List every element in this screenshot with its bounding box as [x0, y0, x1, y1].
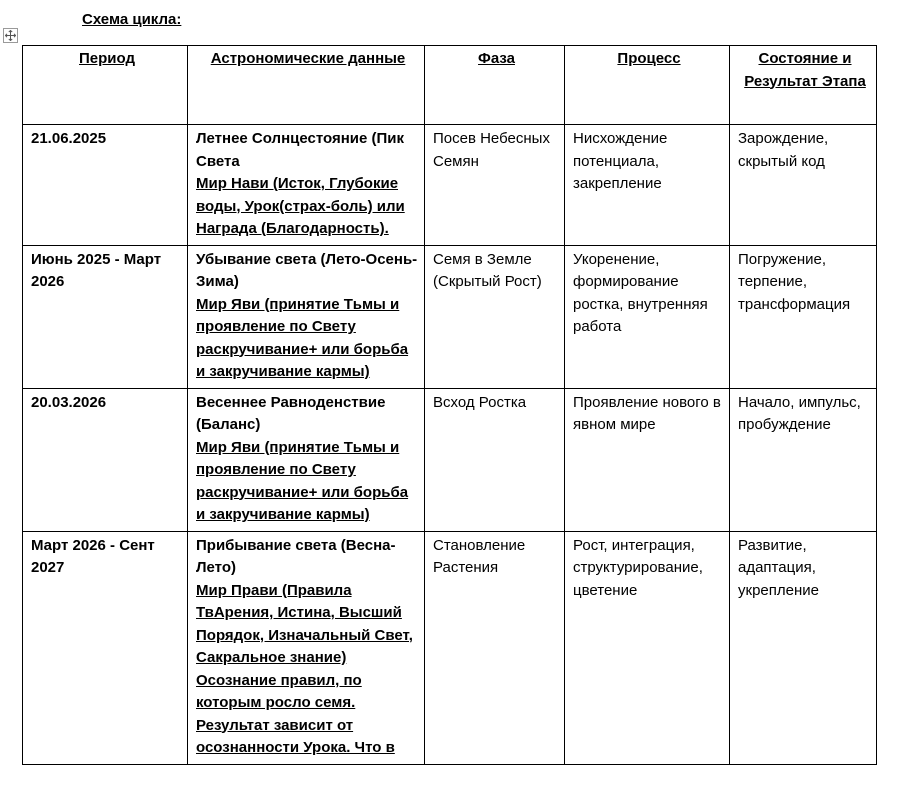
- astro-world: Мир Прави (Правила ТвАрения, Истина, Высший Порядок, Изначальный Свет, Сакральное знание) Осознание правил, по которым росло семя. Результат зависит от осознанности Урока. Что в: [196, 581, 413, 756]
- cell-period[interactable]: Июнь 2025 - Март 2026: [23, 245, 188, 388]
- cell-astronomy[interactable]: [188, 245, 425, 388]
- table-row: [23, 125, 877, 246]
- cell-astronomy[interactable]: [188, 531, 425, 764]
- astro-world: Мир Яви (принятие Тьмы и проявление по Свету раскручивание+ или борьба и закручивание кармы): [196, 438, 409, 523]
- cycle-table: [22, 45, 877, 765]
- table-row: [23, 245, 877, 388]
- table-row: [23, 531, 877, 764]
- cell-phase[interactable]: Семя в Земле (Скрытый Рост): [425, 245, 565, 388]
- cell-state[interactable]: Погружение, терпение, трансформация: [730, 245, 877, 388]
- cell-process[interactable]: Рост, интеграция, структурирование, цветение: [565, 531, 730, 764]
- astro-world: Мир Яви (принятие Тьмы и проявление по Свету раскручивание+ или борьба и закручивание кармы): [196, 295, 409, 380]
- cell-phase[interactable]: Становление Растения: [425, 531, 565, 764]
- cell-state[interactable]: Зарождение, скрытый код: [730, 125, 877, 246]
- cell-process[interactable]: Проявление нового в явном мире: [565, 388, 730, 531]
- table-header-row: [23, 46, 877, 125]
- move-icon: [5, 30, 16, 41]
- header-period: Период: [23, 46, 188, 125]
- astro-title: Весеннее Равноденствие (Баланс): [196, 393, 386, 433]
- cell-period[interactable]: Март 2026 - Сент 2027: [23, 531, 188, 764]
- cell-astronomy[interactable]: [188, 125, 425, 246]
- header-process: Процесс: [565, 46, 730, 125]
- cell-astronomy[interactable]: [188, 388, 425, 531]
- cell-state[interactable]: Развитие, адаптация, укрепление: [730, 531, 877, 764]
- header-phase: Фаза: [425, 46, 565, 125]
- cell-state[interactable]: Начало, импульс, пробуждение: [730, 388, 877, 531]
- cell-phase[interactable]: Посев Небесных Семян: [425, 125, 565, 246]
- astro-title: Летнее Солнцестояние (Пик Света: [196, 130, 405, 170]
- cell-phase[interactable]: Всход Ростка: [425, 388, 565, 531]
- header-astronomy: Астрономические данные: [188, 46, 425, 125]
- header-state: Состояние и Результат Этапа: [730, 46, 877, 125]
- astro-title: Прибывание света (Весна-Лето): [196, 536, 396, 576]
- cell-process[interactable]: Нисхождение потенциала, закрепление: [565, 125, 730, 246]
- table-row: [23, 388, 877, 531]
- astro-title: Убывание света (Лето-Осень-Зима): [196, 250, 418, 290]
- cell-period[interactable]: 20.03.2026: [23, 388, 188, 531]
- cell-process[interactable]: Укоренение, формирование ростка, внутренняя работа: [565, 245, 730, 388]
- scheme-title: Схема цикла:: [82, 11, 182, 28]
- astro-world: Мир Нави (Исток, Глубокие воды, Урок(страх-боль) или Награда (Благодарность).: [196, 175, 405, 237]
- table-move-handle[interactable]: [3, 28, 18, 43]
- cell-period[interactable]: 21.06.2025: [23, 125, 188, 246]
